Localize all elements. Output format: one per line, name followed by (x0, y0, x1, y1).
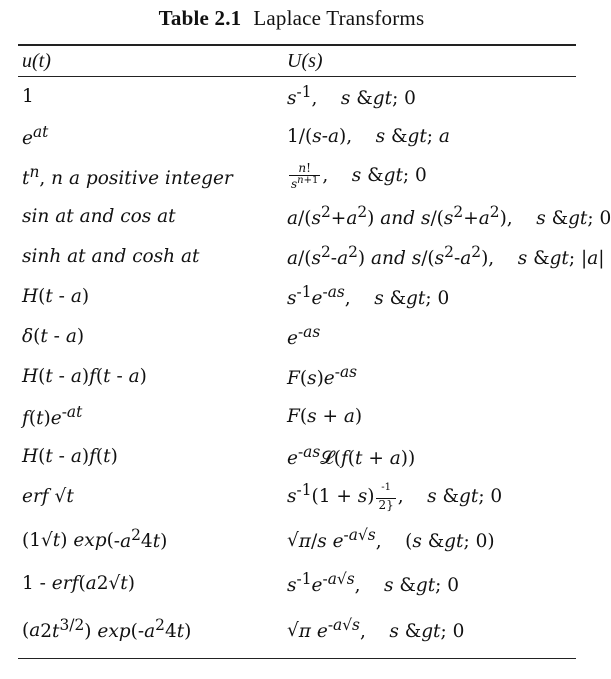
cell-u-of-t: sinh at and cosh at (22, 245, 200, 267)
table-row (18, 516, 576, 561)
cell-U-of-s: $e^{-as}$ (287, 322, 321, 350)
cell-U-of-s: $a/(s^2+a^2)$ and $s/(s^2+a^2)$, s &gt; 0 (287, 202, 611, 230)
table-row (18, 196, 576, 236)
cell-U-of-s: $s^{-1}$, s &gt; 0 (287, 82, 416, 110)
cell-U-of-s: $s^{-1}e^{-as}$, s &gt; 0 (287, 282, 450, 310)
cell-u-of-t: 1 - erf(a2√t) (22, 573, 135, 594)
cell-u-of-t: erf √t (22, 485, 74, 507)
table-row (18, 396, 576, 436)
cell-u-of-t: sin at and cos at (22, 205, 176, 227)
table-row (18, 356, 576, 396)
cell-U-of-s: F(s + a) (287, 405, 363, 427)
cell-U-of-s: $e^{-as}𝓛(f(t + a))$ (287, 442, 416, 470)
cell-u-of-t: H(t - a)f(t) (22, 445, 118, 467)
cell-U-of-s: √π/s $e^{-a√s}$, (s &gt; 0) (287, 525, 495, 552)
cell-u-of-t: 1 (22, 85, 34, 107)
cell-u-of-t: $f(t)e^{-at}$ (22, 402, 83, 430)
cell-U-of-s: $F(s)e^{-as}$ (287, 362, 358, 390)
header-row (18, 46, 576, 76)
table-row (18, 76, 576, 116)
laplace-transform-table (18, 46, 611, 651)
column-header-u: u(t) (22, 49, 51, 72)
table-row (18, 236, 576, 276)
cell-U-of-s: $s^{-1}e^{-a√s}$, s &gt; 0 (287, 570, 460, 597)
table-row (18, 116, 576, 156)
cell-u-of-t: H(t - a) (22, 285, 90, 307)
table-row (18, 436, 576, 476)
cell-U-of-s: $s^{-1}(1 + s)$ $\frac{^{-1}}{2\}}$ , s &gt; 0 (287, 480, 503, 512)
cell-U-of-s: √π $e^{-a√s}$, s &gt; 0 (287, 615, 465, 642)
cell-u-of-t: $t^n$, n a positive integer (22, 162, 233, 190)
table-row (18, 476, 576, 516)
cell-U-of-s: $a/(s^2-a^2)$ and $s/(s^2-a^2)$, s &gt; |a| (287, 242, 605, 270)
table-number: Table 2.1 (158, 6, 242, 30)
table-row (18, 156, 576, 196)
column-header-U: U(s) (287, 49, 323, 72)
cell-u-of-t: $e^{at}$ (22, 122, 49, 150)
cell-U-of-s: $\frac{n!}{s^{n+1}}$ , s &gt; 0 (291, 160, 427, 191)
table-title: Laplace Transforms (253, 6, 425, 30)
cell-u-of-t: H(t - a)f(t - a) (22, 365, 147, 387)
table-row (18, 276, 576, 316)
cell-U-of-s: 1/(s-a), s &gt; a (287, 125, 450, 147)
table-caption (0, 6, 583, 31)
table-row (18, 561, 576, 606)
bottom-rule (18, 658, 576, 659)
cell-u-of-t: $(a2t^{3/2})$ $\exp(-a^24t)$ (22, 615, 192, 642)
cell-u-of-t: δ(t - a) (22, 325, 85, 347)
cell-u-of-t: (1√t) $\exp(-a^24t)$ (22, 525, 168, 552)
table-row (18, 606, 576, 651)
table-row (18, 316, 576, 356)
